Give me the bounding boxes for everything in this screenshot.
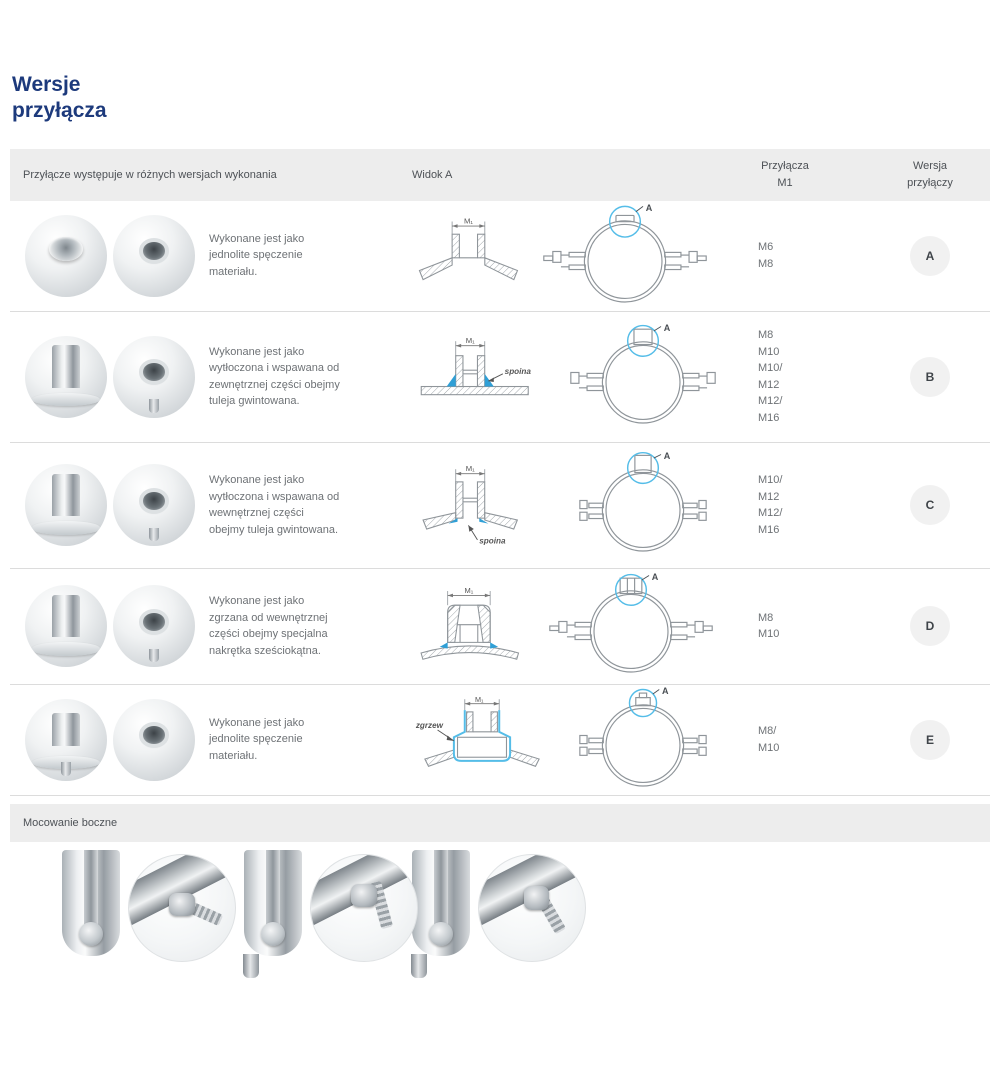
view-a-highlight-circle: [628, 453, 659, 484]
header-thread: Przyłącza M1: [761, 160, 809, 189]
table-row-version-b: [10, 311, 990, 442]
view-a-highlight-circle: [628, 325, 659, 356]
detail-inset-photo: [478, 854, 586, 962]
dimension-label: M₁: [465, 335, 475, 345]
page-title: [12, 72, 1000, 125]
side-mounting-photo-group: [40, 850, 245, 990]
side-mounting-header: Mocowanie boczne: [10, 804, 990, 842]
section-drawing: [414, 333, 550, 421]
clamp-strap-photo: [244, 850, 302, 956]
thread-sizes: M8 M10: [758, 611, 780, 640]
side-mounting-photo-group: [390, 850, 595, 990]
version-badge: D: [910, 606, 950, 646]
product-photo: [113, 215, 195, 297]
stud-photo: [243, 954, 259, 978]
section-drawing: [414, 582, 538, 670]
dimension-label: M₁: [463, 215, 473, 225]
page-title-line2: przyłącza: [12, 99, 107, 123]
row-description: Wykonane jest jako wytłoczona i wspawana od zewnętrznej części obejmy tuleja gwintowana.: [209, 345, 340, 407]
product-photo: [25, 336, 107, 418]
header-view-a: Widok A: [412, 168, 453, 181]
thread-sizes: M10/ M12 M12/ M16: [758, 474, 783, 536]
clamp-strap-photo: [62, 850, 120, 956]
product-photo: [113, 699, 195, 781]
view-a-label: A: [645, 202, 653, 213]
table-row-version-a: [10, 201, 990, 311]
stud-photo: [411, 954, 427, 978]
section-drawing: [414, 213, 532, 299]
version-badge: E: [910, 720, 950, 760]
clamp-strap-photo: [412, 850, 470, 956]
header-variants: Przyłącze występuje w różnych wersjach wykonania: [23, 168, 277, 181]
product-photo: [25, 215, 107, 297]
weld-outline: [454, 710, 510, 761]
page-title-line1: Wersje: [12, 73, 81, 96]
product-photo: [113, 585, 195, 667]
dimension-label: M₁: [464, 585, 474, 595]
version-badge: B: [910, 357, 950, 397]
thread-sizes: M8 M10 M10/ M12 M12/ M16: [758, 329, 783, 424]
view-a-label: A: [651, 571, 659, 582]
product-photo: [25, 464, 107, 546]
table-row-version-c: [10, 442, 990, 568]
product-photo: [25, 699, 107, 781]
view-a-label: A: [663, 450, 671, 461]
view-a-label: A: [663, 322, 671, 333]
detail-inset-photo: [310, 854, 418, 962]
row-description: Wykonane jest jako wytłoczona i wspawana od wewnętrznej części obejmy tuleja gwintowana.: [209, 474, 340, 536]
version-badge: C: [910, 485, 950, 525]
table-row-version-d: [10, 568, 990, 684]
section-drawing: [414, 695, 550, 785]
table-header: [10, 149, 990, 201]
clamp-drawing: [548, 571, 714, 681]
version-badge: A: [910, 236, 950, 276]
thread-sizes: M8/ M10: [758, 725, 780, 754]
table-row-version-e: [10, 684, 990, 796]
weld-label: spoina: [504, 366, 531, 376]
row-description: Wykonane jest jako jednolite spęczenie materiału.: [209, 716, 305, 762]
side-mounting-photos: [10, 842, 990, 1002]
view-a-label: A: [661, 685, 669, 696]
row-description: Wykonane jest jako jednolite spęczenie materiału.: [209, 232, 305, 278]
product-photo: [113, 464, 195, 546]
detail-inset-photo: [128, 854, 236, 962]
thread-sizes: M6 M8: [758, 241, 774, 270]
section-drawing: [414, 461, 550, 549]
product-photo: [113, 336, 195, 418]
dimension-label: M₁: [465, 464, 475, 473]
clamp-drawing: [542, 201, 708, 311]
header-version: Wersja przyłączy: [907, 160, 953, 189]
dimension-label: M₁: [475, 694, 484, 704]
weld-label: spoina: [479, 536, 506, 546]
product-photo: [25, 585, 107, 667]
versions-table: [10, 201, 990, 796]
row-description: Wykonane jest jako zgrzana od wewnętrznej części obejmy specjalna nakrętka sześciokątna.: [209, 595, 328, 657]
weld-label: zgrzew: [415, 720, 444, 730]
